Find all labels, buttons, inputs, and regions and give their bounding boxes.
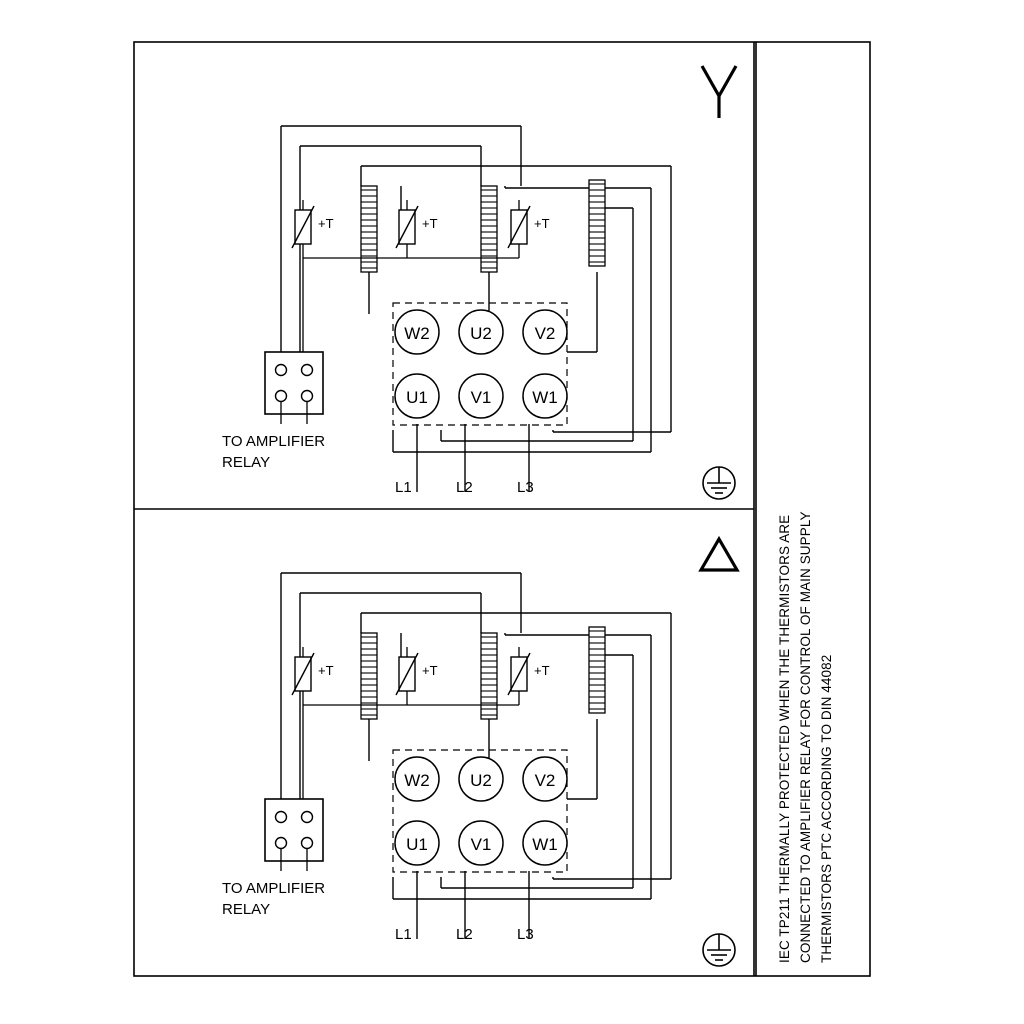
- terminal-row-bottom: [395, 821, 567, 865]
- terminal-w1: W1: [532, 835, 558, 854]
- amplifier-label-line2: RELAY: [222, 454, 271, 471]
- amplifier-label-line1: TO AMPLIFIER: [222, 880, 326, 897]
- panel-star: [222, 66, 736, 499]
- note-line-1: IEC TP211 THERMALLY PROTECTED WHEN THE THERMISTORS ARE: [777, 514, 792, 963]
- star-connection-symbol: [702, 66, 736, 118]
- terminal-row-top: [395, 757, 567, 801]
- notes-block: [777, 511, 834, 963]
- terminal-w2: W2: [404, 771, 430, 790]
- terminal-w2: W2: [404, 324, 430, 343]
- note-line-3: THERMISTORS PTC ACCORDING TO DIN 44082: [819, 654, 834, 963]
- supply-l3: L3: [517, 479, 534, 496]
- terminal-u1: U1: [406, 388, 428, 407]
- wiring-lines: [281, 126, 671, 492]
- earth-ground-symbol: [703, 934, 735, 966]
- thermistor-label-3: +T: [534, 663, 550, 678]
- terminal-u2: U2: [470, 324, 492, 343]
- terminal-v1: V1: [470, 388, 492, 407]
- supply-labels: [395, 926, 534, 943]
- terminal-w1: W1: [532, 388, 558, 407]
- amplifier-terminal-block: [265, 799, 323, 871]
- panel-delta: [222, 539, 737, 966]
- terminal-u2: U2: [470, 771, 492, 790]
- wiring-lines: [281, 573, 671, 939]
- thermistor-label-2: +T: [422, 663, 438, 678]
- amplifier-terminal-block: [265, 352, 323, 424]
- terminal-u1: U1: [406, 835, 428, 854]
- delta-connection-symbol: [701, 539, 737, 570]
- supply-l1: L1: [395, 479, 412, 496]
- supply-l3: L3: [517, 926, 534, 943]
- earth-ground-symbol: [703, 467, 735, 499]
- thermistor-label-1: +T: [318, 663, 334, 678]
- supply-l2: L2: [456, 479, 473, 496]
- supply-labels: [395, 479, 534, 496]
- thermistor-label-3: +T: [534, 216, 550, 231]
- amplifier-label-line1: TO AMPLIFIER: [222, 433, 326, 450]
- terminal-row-top: [395, 310, 567, 354]
- terminal-v1: V1: [470, 835, 492, 854]
- supply-l1: L1: [395, 926, 412, 943]
- supply-l2: L2: [456, 926, 473, 943]
- terminal-v2: V2: [534, 324, 556, 343]
- amplifier-label-line2: RELAY: [222, 901, 271, 918]
- thermistor-label-2: +T: [422, 216, 438, 231]
- thermistor-label-1: +T: [318, 216, 334, 231]
- note-line-2: CONNECTED TO AMPLIFIER RELAY FOR CONTROL OF MAIN SUPPLY: [798, 511, 813, 963]
- terminal-v2: V2: [534, 771, 556, 790]
- terminal-row-bottom: [395, 374, 567, 418]
